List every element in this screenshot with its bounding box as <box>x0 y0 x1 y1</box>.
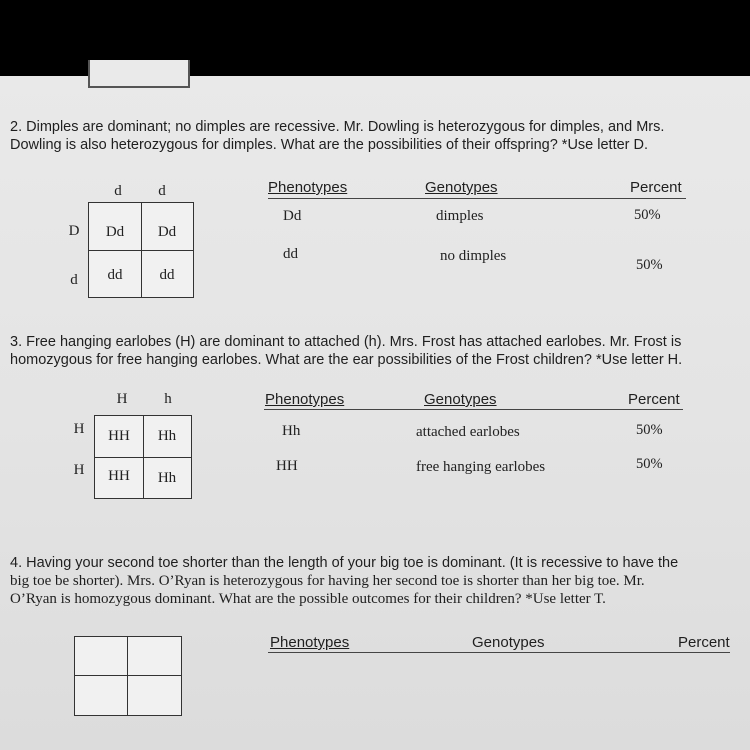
q3-row1-percent: 50% <box>636 422 663 438</box>
question-3 <box>10 333 740 369</box>
punnett-2-top-1: d <box>114 183 122 199</box>
q3-row2-phenotype: HH <box>276 458 298 474</box>
punnett-2-cell-2-2: dd <box>159 267 175 283</box>
previous-question-box <box>88 60 190 88</box>
question-4 <box>10 554 740 608</box>
question-4-line-1: 4. Having your second toe shorter than the length of your big toe is dominant. (It is recessive to have the <box>10 555 679 571</box>
q3-phenotypes-header: Phenotypes <box>265 391 345 408</box>
punnett-2-cell-1-1: Dd <box>105 224 125 240</box>
q2-percent-header: Percent <box>630 179 682 196</box>
punnett-3-cell-2-2: Hh <box>157 470 177 486</box>
q3-row1-genotype: attached earlobes <box>416 424 520 440</box>
q3-header-rule <box>264 409 683 410</box>
q3-percent-header: Percent <box>628 391 680 408</box>
q2-row2-percent: 50% <box>636 257 663 273</box>
q4-phenotypes-header: Phenotypes <box>270 634 350 651</box>
punnett-2-cell-2-1: dd <box>107 267 123 283</box>
punnett-3-cell-2-1: HH <box>108 468 130 484</box>
question-2 <box>10 118 740 154</box>
punnett-square-4 <box>74 636 182 716</box>
punnett-2-cell-1-2: Dd <box>157 224 177 240</box>
question-2-line-2: Dowling is also heterozygous for dimples. What are the possibilities of their offspring? *Use letter D. <box>10 137 649 153</box>
q3-genotypes-header: Genotypes <box>424 391 497 408</box>
q3-row1-phenotype: Hh <box>282 423 301 439</box>
q2-row2-genotype: no dimples <box>440 248 507 264</box>
q4-header-rule <box>268 652 730 653</box>
question-4-line-3: O’Ryan is homozygous dominant. What are the possible outcomes for their children? *Use letter T. <box>10 591 606 607</box>
punnett-square-2 <box>88 202 194 298</box>
q2-phenotypes-header: Phenotypes <box>268 179 348 196</box>
question-3-line-1: 3. Free hanging earlobes (H) are dominant to attached (h). Mrs. Frost has attached earlobes. Mr. Frost is <box>10 334 682 350</box>
q3-row2-genotype: free hanging earlobes <box>416 459 546 475</box>
punnett-3-side-1: H <box>73 421 85 437</box>
question-4-line-2: big toe be shorter). Mrs. O’Ryan is heterozygous for having her second toe is shorter than her big toe. Mr. <box>10 573 645 589</box>
q2-genotypes-header: Genotypes <box>425 179 498 196</box>
punnett-3-side-2: H <box>73 462 85 478</box>
q4-genotypes-header: Genotypes <box>472 634 545 651</box>
question-2-line-1: 2. Dimples are dominant; no dimples are recessive. Mr. Dowling is heterozygous for dimples, and Mrs. <box>10 119 665 135</box>
punnett-3-cell-1-1: HH <box>108 428 130 444</box>
q2-row1-phenotype: Dd <box>283 208 302 224</box>
q2-row2-phenotype: dd <box>283 246 298 262</box>
punnett-2-top-2: d <box>158 183 166 199</box>
punnett-2-side-2: d <box>70 272 78 288</box>
q2-row1-percent: 50% <box>634 207 661 223</box>
punnett-3-top-2: h <box>164 391 172 407</box>
q2-row1-genotype: dimples <box>436 208 484 224</box>
q3-row2-percent: 50% <box>636 456 663 472</box>
q2-header-rule <box>268 198 686 199</box>
punnett-square-3 <box>94 415 192 499</box>
q4-percent-header: Percent <box>678 634 730 651</box>
punnett-3-cell-1-2: Hh <box>157 428 177 444</box>
question-3-line-2: homozygous for free hanging earlobes. What are the ear possibilities of the Frost children? *Use letter H. <box>10 352 683 368</box>
punnett-2-side-1: D <box>68 223 80 239</box>
punnett-3-top-1: H <box>116 391 128 407</box>
